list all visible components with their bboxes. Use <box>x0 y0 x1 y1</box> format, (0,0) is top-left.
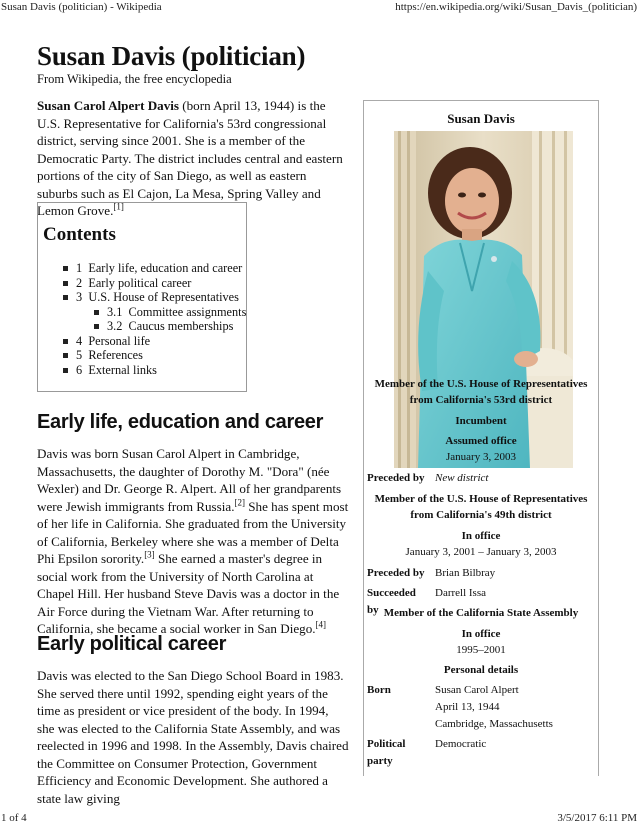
toc-item[interactable]: 6 External links <box>62 363 246 378</box>
born-label: Born <box>367 684 391 696</box>
toc-item[interactable]: 3 U.S. House of Representatives <box>62 290 246 305</box>
office3-status: In office <box>461 628 501 640</box>
toc-subitem[interactable]: 3.1 Committee assignments <box>93 305 246 320</box>
toc-item[interactable]: 1 Early life, education and career <box>62 261 246 276</box>
toc-title: Contents <box>43 224 116 245</box>
office1-status: Incumbent <box>455 415 507 427</box>
born-row <box>367 682 595 736</box>
born-date: April 13, 1944 <box>435 701 500 713</box>
preceded-by-label: Preceded by <box>367 567 425 579</box>
party-label-line2: party <box>367 755 393 767</box>
reference-2[interactable]: [2] <box>234 497 245 508</box>
toc-list <box>62 261 246 377</box>
personal-details-header: Personal details <box>443 664 519 676</box>
office1-assumed-date: January 3, 2003 <box>446 451 516 463</box>
preceded-by-label: Preceded by <box>367 472 425 484</box>
succeeded-by-label: Succeeded by <box>367 587 416 616</box>
born-name: Susan Carol Alpert <box>435 684 519 696</box>
early-life-paragraph: Davis was born Susan Carol Alpert in Cambridge, Massachusetts, the daughter of Dorothy M. "Dora" (née Wexler) and Dr. George R. Alpert. All of her grandparents were Jewish immigrants from Russia.[2] She has spent most of her life in California. She graduated from the University of California, Berkeley where she was a member of Delta Phi Epsilon sorority.[3] She earned a master's degree in social work from the University of North Carolina at Chapel Hill. Her husband Steve Davis was a doctor in the Air Force during the Vietnam War. After returning to California, she became a social worker in San Diego.[4] <box>37 446 349 636</box>
toc-item[interactable]: 4 Personal life <box>62 334 246 349</box>
office3-term: 1995–2001 <box>456 644 506 656</box>
table-of-contents <box>37 202 247 392</box>
party-value[interactable]: Democratic <box>435 738 487 750</box>
intro-text: (born April 13, 1944) is the U.S. Representative for California's 53rd congressional district, serving since 2001. She is a member of the Democratic Party. The district includes central and eastern portions of the city of San Diego, as well as eastern suburbs such as El Cajon, La Mesa, Spring Valley and Lemon Grove. <box>37 98 343 218</box>
reference-4[interactable]: [4] <box>315 619 327 630</box>
intro-reference[interactable]: [1] <box>113 201 124 212</box>
section-heading-early-life: Early life, education and career <box>37 411 324 433</box>
political-career-paragraph: Davis was elected to the San Diego School Board in 1983. She served there until 1992, spending eight years of the time as president or vice president of the body. In 1994, she was elected to the California State Assembly, and was reelected in 1996 and 1998. In the Assembly, Davis chaired the Committee on Consumer Protection, Government Efficiency and Economic Development. She authored a state law giving <box>37 668 349 806</box>
office1-title-line1[interactable]: Member of the U.S. House of Representatives <box>374 378 588 390</box>
preceded-by-value: New district <box>435 472 489 484</box>
infobox <box>363 100 599 776</box>
page-count-footer: 1 of 4 <box>1 812 27 824</box>
infobox-name: Susan Davis <box>447 111 515 126</box>
office1-title-line2[interactable]: from California's 53rd district <box>409 394 553 406</box>
section-heading-political-career: Early political career <box>37 633 227 655</box>
office2-title-line2[interactable]: from California's 49th district <box>410 509 552 521</box>
toc-item[interactable]: 2 Early political career <box>62 276 246 291</box>
office1-assumed-label: Assumed office <box>445 435 517 447</box>
office2-term: January 3, 2001 – January 3, 2003 <box>405 546 557 558</box>
born-place[interactable]: Cambridge, Massachusetts <box>435 718 553 730</box>
toc-item[interactable]: 5 References <box>62 348 246 363</box>
party-label-line1: Political <box>367 738 406 750</box>
datetime-footer: 3/5/2017 6:11 PM <box>557 812 637 824</box>
toc-subitem[interactable]: 3.2 Caucus memberships <box>93 319 246 334</box>
office2-title-line1[interactable]: Member of the U.S. House of Representatives <box>374 493 588 505</box>
article-subtitle: From Wikipedia, the free encyclopedia <box>37 72 232 86</box>
page-url-header: https://en.wikipedia.org/wiki/Susan_Davis_(politician) <box>395 1 637 13</box>
reference-3[interactable]: [3] <box>144 549 155 560</box>
article-title: Susan Davis (politician) <box>37 41 306 71</box>
office3-title[interactable]: Member of the California State Assembly <box>383 607 579 619</box>
party-row <box>367 736 595 772</box>
preceded-by-value[interactable]: Brian Bilbray <box>435 567 496 579</box>
office2-status: In office <box>461 530 501 542</box>
page-title-header: Susan Davis (politician) - Wikipedia <box>1 1 162 13</box>
succeeded-by-value[interactable]: Darrell Issa <box>435 587 487 599</box>
intro-bold-name: Susan Carol Alpert Davis <box>37 98 179 113</box>
